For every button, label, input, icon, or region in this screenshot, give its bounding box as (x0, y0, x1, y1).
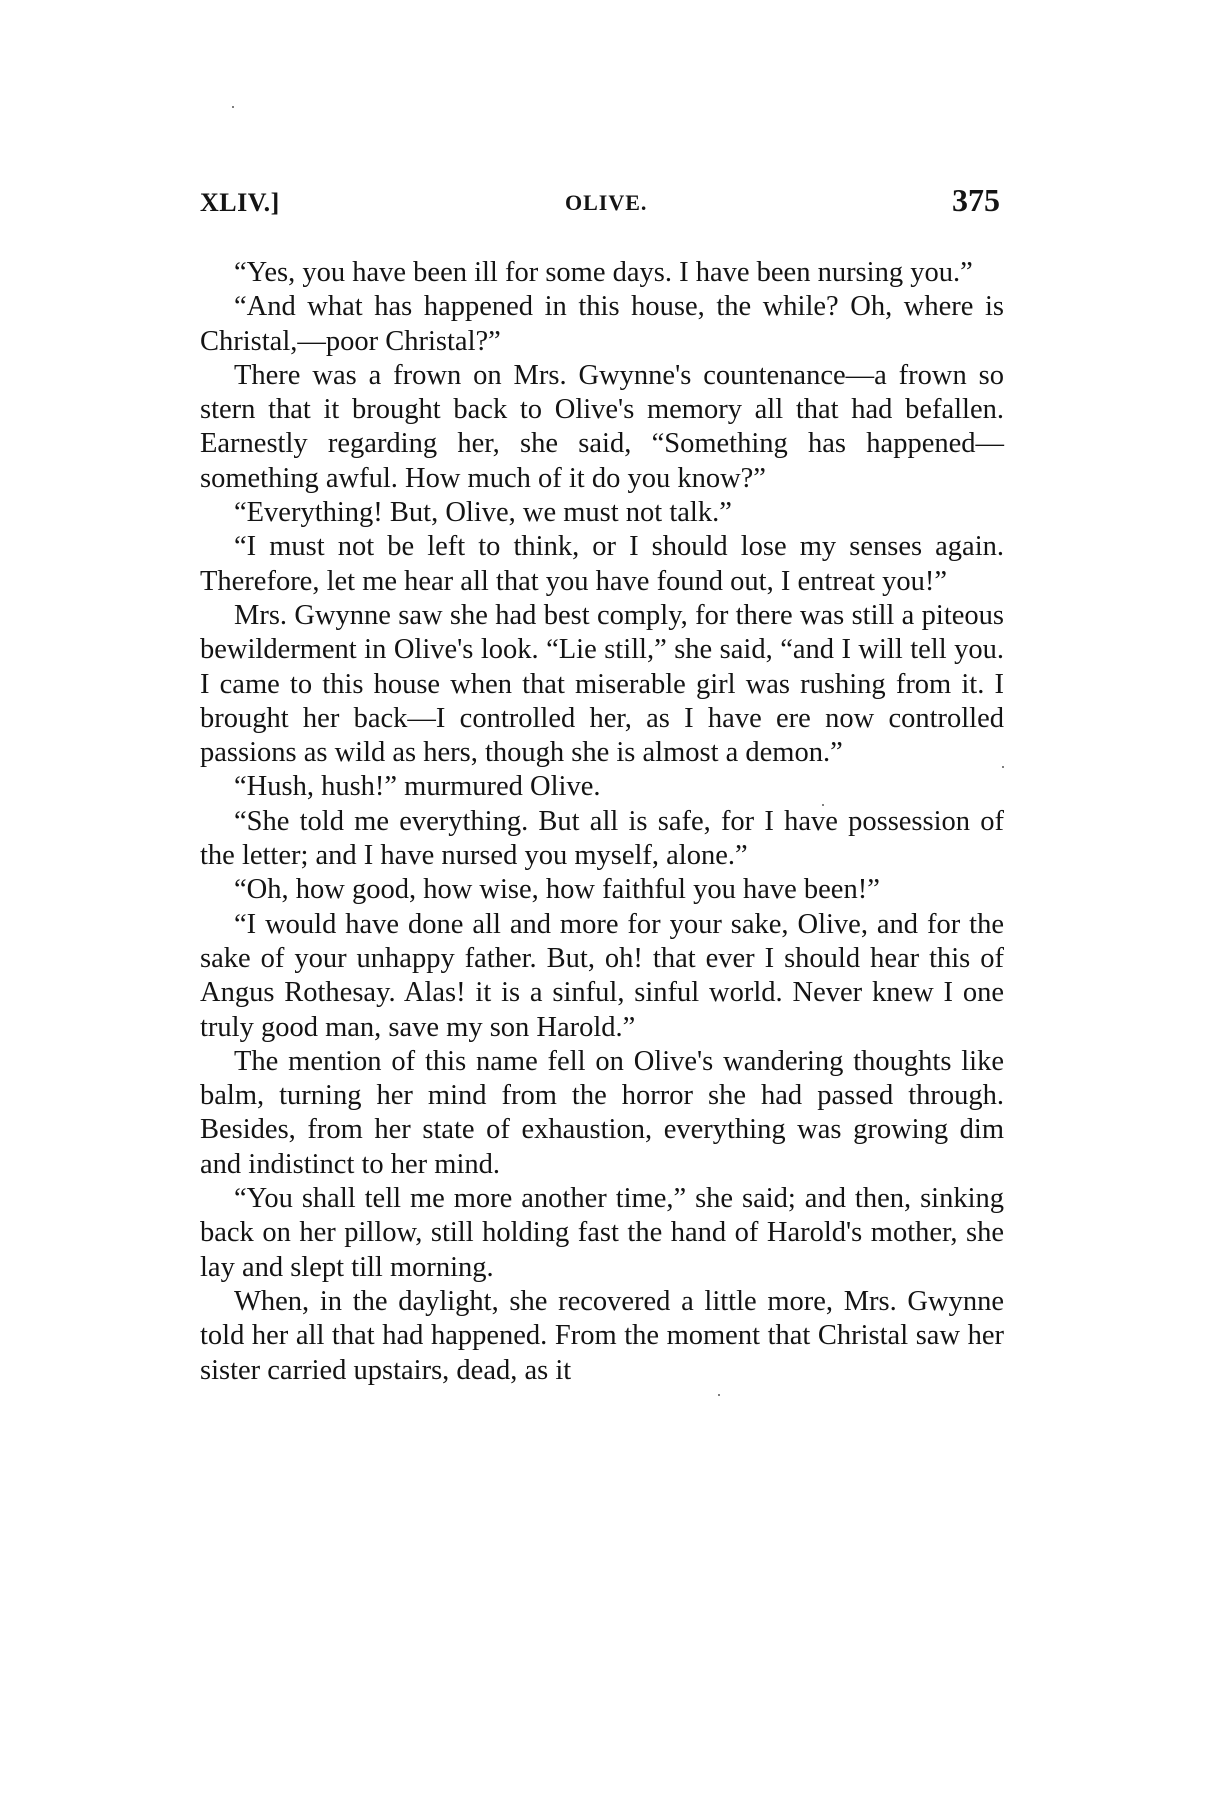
paragraph: The mention of this name fell on Olive's wandering thoughts like balm, turning her mind from the horror she had passed through. Besides, from her state of exhaustion, everything was growing dim and indistinct to her mind. (200, 1045, 1004, 1180)
paragraph: “Oh, how good, how wise, how faithful you have been!” (234, 874, 880, 906)
page-number: 375 (952, 182, 1000, 218)
paragraph: “Everything! But, Olive, we must not talk.” (234, 497, 732, 529)
chapter-number: XLIV.] (200, 188, 280, 217)
running-title: OLIVE. (565, 190, 648, 215)
paragraph: “She told me everything. But all is safe, for I have possession of the letter; and I have nursed you myself, alone.” (200, 805, 1004, 872)
speck-mark (718, 1394, 720, 1396)
paragraph: “Yes, you have been ill for some days. I have been nursing you.” (234, 257, 973, 288)
paragraph: “I would have done all and more for your sake, Olive, and for the sake of your unhappy father. But, oh! that ever I should hear this of Angus Rothesay. Alas! it is a sinful, sinful world. Never knew I one truly good man, save my son Harold.” (200, 908, 1004, 1043)
paragraph: When, in the daylight, she recovered a little more, Mrs. Gwynne told her all that had happened. From the moment that Christal saw her sister carried upstairs, dead, as it (200, 1285, 1004, 1386)
page-header (200, 182, 1010, 228)
paragraph: “I must not be left to think, or I should lose my senses again. Therefore, let me hear all that you have found out, I entreat you!” (200, 531, 1004, 597)
paragraph: “And what has happened in this house, the while? Oh, where is Christal,—poor Christal?” (200, 291, 1004, 357)
paragraph: “Hush, hush!” murmured Olive. (234, 771, 601, 803)
paragraph: There was a frown on Mrs. Gwynne's countenance—a frown so stern that it brought back to Olive's memory all that had befallen. Earnestly regarding her, she said, “Something has happened—something awful. How much of it do you know?” (200, 359, 1004, 494)
paragraph: Mrs. Gwynne saw she had best comply, for there was still a piteous bewilderment in Olive's look. “Lie still,” she said, “and I will tell you. I came to this house when that miserable girl was rushing from it. I brought her back—I controlled her, as I have ere now controlled passions as wild as hers, though she is almost a demon.” (200, 599, 1004, 769)
body-text (200, 256, 1004, 1388)
paragraph: “You shall tell me more another time,” she said; and then, sinking back on her pillow, still holding fast the hand of Harold's mother, she lay and slept till morning. (200, 1183, 1004, 1283)
speck-mark (232, 106, 234, 108)
